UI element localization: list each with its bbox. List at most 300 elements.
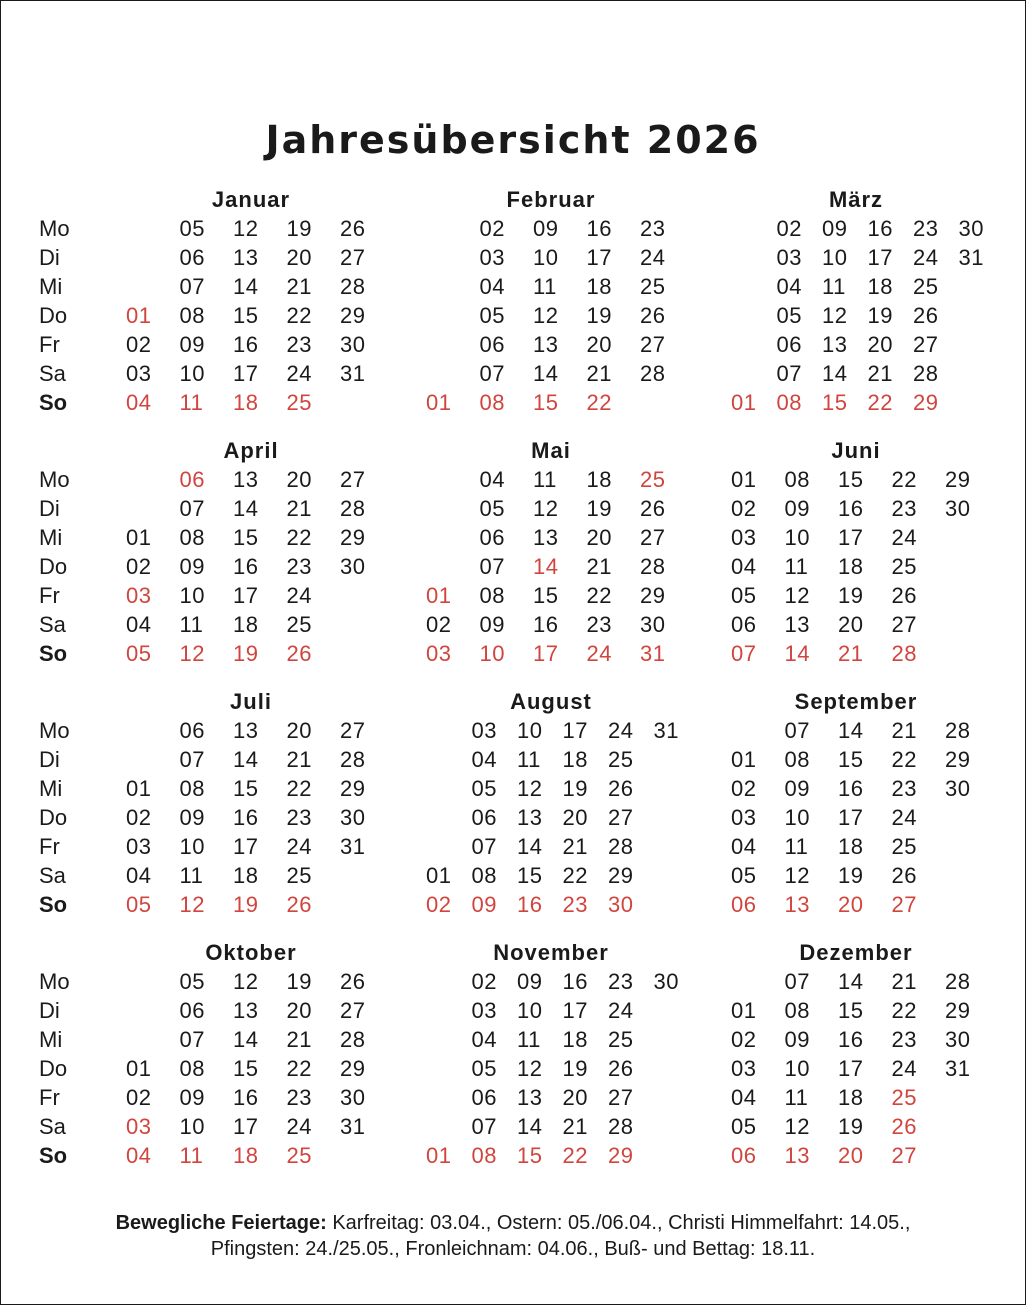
day-cell: 30	[640, 612, 666, 637]
day-cell: 24	[608, 718, 634, 743]
day-cell: 02	[731, 776, 757, 801]
day-cell: 29	[945, 467, 971, 492]
day-cell: 30	[958, 216, 984, 241]
weekday-label: Mi	[39, 1027, 63, 1052]
day-cell: 01	[731, 390, 757, 415]
day-cell: 07	[479, 361, 505, 386]
day-cell: 31	[340, 1114, 366, 1139]
day-cell: 12	[233, 216, 259, 241]
day-cell: 28	[340, 1027, 366, 1052]
day-cell: 11	[517, 1027, 541, 1052]
day-cell: 01	[126, 1056, 152, 1081]
day-cell: 19	[586, 496, 612, 521]
day-cell: 08	[784, 998, 810, 1023]
day-cell: 21	[838, 641, 864, 666]
day-cell: 03	[426, 641, 452, 666]
day-cell: 19	[838, 583, 864, 608]
day-cell: 15	[233, 303, 259, 328]
day-cell: 24	[286, 1114, 312, 1139]
day-cell: 18	[233, 863, 259, 888]
day-cell: 23	[286, 332, 312, 357]
day-cell: 22	[891, 998, 917, 1023]
month-name: August	[510, 689, 592, 714]
day-cell: 25	[286, 390, 312, 415]
day-cell: 01	[731, 467, 757, 492]
day-cell: 06	[479, 525, 505, 550]
day-cell: 25	[608, 747, 634, 772]
day-cell: 23	[640, 216, 666, 241]
day-cell: 10	[479, 641, 505, 666]
day-cell: 30	[653, 969, 679, 994]
day-cell: 18	[867, 274, 893, 299]
day-cell: 21	[286, 747, 312, 772]
weekday-label: Do	[39, 303, 68, 328]
day-cell: 09	[179, 1085, 205, 1110]
weekday-label: Sa	[39, 863, 66, 888]
day-cell: 06	[471, 805, 497, 830]
weekday-label: Mi	[39, 525, 63, 550]
day-cell: 04	[479, 274, 505, 299]
day-cell: 12	[517, 1056, 543, 1081]
day-cell: 10	[179, 361, 205, 386]
weekday-label: Mo	[39, 216, 70, 241]
day-cell: 08	[784, 467, 810, 492]
day-cell: 16	[233, 805, 259, 830]
day-cell: 15	[838, 747, 864, 772]
day-cell: 17	[233, 583, 259, 608]
weekday-label: Di	[39, 496, 60, 521]
day-cell: 15	[533, 390, 559, 415]
day-cell: 19	[233, 641, 259, 666]
day-cell: 25	[286, 1143, 312, 1168]
day-cell: 17	[838, 525, 864, 550]
day-cell: 02	[126, 332, 152, 357]
day-cell: 29	[608, 1143, 634, 1168]
day-cell: 02	[479, 216, 505, 241]
day-cell: 15	[233, 525, 259, 550]
day-cell: 19	[838, 863, 864, 888]
day-cell: 12	[233, 969, 259, 994]
day-cell: 02	[776, 216, 802, 241]
day-cell: 29	[340, 303, 366, 328]
day-cell: 29	[640, 583, 666, 608]
day-cell: 04	[126, 390, 152, 415]
day-cell: 07	[784, 718, 810, 743]
day-cell: 04	[126, 1143, 152, 1168]
day-cell: 17	[533, 641, 559, 666]
day-cell: 19	[838, 1114, 864, 1139]
day-cell: 08	[479, 583, 505, 608]
day-cell: 28	[340, 747, 366, 772]
weekday-label: Sa	[39, 1114, 66, 1139]
day-cell: 24	[891, 805, 917, 830]
day-cell: 08	[784, 747, 810, 772]
day-cell: 15	[838, 998, 864, 1023]
day-cell: 26	[913, 303, 939, 328]
day-cell: 01	[731, 747, 757, 772]
day-cell: 10	[179, 834, 205, 859]
day-cell: 05	[126, 641, 152, 666]
day-cell: 10	[533, 245, 559, 270]
day-cell: 21	[586, 361, 612, 386]
day-cell: 18	[562, 1027, 588, 1052]
day-cell: 24	[891, 1056, 917, 1081]
day-cell: 18	[838, 834, 864, 859]
day-cell: 23	[891, 1027, 917, 1052]
month-name: Oktober	[205, 940, 297, 965]
month-name: Juli	[230, 689, 272, 714]
day-cell: 31	[945, 1056, 971, 1081]
day-cell: 07	[179, 747, 205, 772]
day-cell: 14	[838, 969, 864, 994]
weekday-label: Fr	[39, 583, 60, 608]
day-cell: 03	[471, 998, 497, 1023]
day-cell: 25	[286, 612, 312, 637]
day-cell: 22	[586, 390, 612, 415]
day-cell: 28	[340, 274, 366, 299]
day-cell: 27	[891, 892, 917, 917]
movable-holidays-line-1: Karfreitag: 03.04., Ostern: 05./06.04., Christi Himmelfahrt: 14.05.,	[326, 1212, 911, 1234]
day-cell: 15	[233, 1056, 259, 1081]
day-cell: 21	[891, 718, 917, 743]
day-cell: 26	[340, 969, 366, 994]
day-cell: 06	[731, 612, 757, 637]
day-cell: 14	[838, 718, 864, 743]
day-cell: 09	[517, 969, 543, 994]
day-cell: 22	[286, 303, 312, 328]
day-cell: 28	[945, 718, 971, 743]
month-name: Dezember	[799, 940, 913, 965]
day-cell: 17	[562, 718, 588, 743]
day-cell: 30	[340, 554, 366, 579]
day-cell: 11	[784, 834, 809, 859]
day-cell: 11	[533, 467, 557, 492]
day-cell: 05	[471, 776, 497, 801]
day-cell: 12	[784, 1114, 810, 1139]
day-cell: 14	[784, 641, 810, 666]
day-cell: 28	[945, 969, 971, 994]
day-cell: 20	[286, 467, 312, 492]
weekday-label: Mi	[39, 776, 63, 801]
day-cell: 29	[340, 776, 366, 801]
day-cell: 30	[340, 1085, 366, 1110]
weekday-label: Fr	[39, 332, 60, 357]
day-cell: 20	[838, 612, 864, 637]
month-name: Januar	[211, 187, 291, 212]
day-cell: 02	[126, 554, 152, 579]
day-cell: 16	[233, 1085, 259, 1110]
day-cell: 23	[586, 612, 612, 637]
day-cell: 20	[838, 1143, 864, 1168]
day-cell: 30	[945, 496, 971, 521]
day-cell: 19	[562, 776, 588, 801]
day-cell: 16	[233, 554, 259, 579]
weekday-label: Di	[39, 245, 60, 270]
day-cell: 06	[179, 998, 205, 1023]
day-cell: 18	[562, 747, 588, 772]
day-cell: 20	[838, 892, 864, 917]
weekday-label: So	[39, 390, 68, 415]
day-cell: 22	[891, 467, 917, 492]
month-name: Juni	[831, 438, 881, 463]
day-cell: 09	[784, 776, 810, 801]
month-name: Mai	[531, 438, 571, 463]
day-cell: 20	[562, 805, 588, 830]
day-cell: 08	[179, 776, 205, 801]
day-cell: 23	[891, 496, 917, 521]
day-cell: 13	[233, 718, 259, 743]
day-cell: 09	[479, 612, 505, 637]
day-cell: 09	[179, 554, 205, 579]
day-cell: 22	[867, 390, 893, 415]
day-cell: 01	[731, 998, 757, 1023]
day-cell: 30	[945, 1027, 971, 1052]
day-cell: 11	[784, 1085, 809, 1110]
day-cell: 21	[891, 969, 917, 994]
day-cell: 25	[286, 863, 312, 888]
weekday-label: Mo	[39, 467, 70, 492]
day-cell: 06	[179, 245, 205, 270]
day-cell: 27	[340, 998, 366, 1023]
month-name: April	[223, 438, 279, 463]
day-cell: 08	[179, 525, 205, 550]
day-cell: 13	[533, 332, 559, 357]
day-cell: 19	[562, 1056, 588, 1081]
day-cell: 04	[731, 1085, 757, 1110]
day-cell: 29	[608, 863, 634, 888]
month-name: März	[828, 187, 884, 212]
day-cell: 21	[286, 1027, 312, 1052]
day-cell: 19	[286, 969, 312, 994]
day-cell: 16	[586, 216, 612, 241]
day-cell: 12	[179, 641, 205, 666]
day-cell: 07	[479, 554, 505, 579]
day-cell: 19	[286, 216, 312, 241]
day-cell: 09	[471, 892, 497, 917]
day-cell: 16	[562, 969, 588, 994]
day-cell: 31	[640, 641, 666, 666]
day-cell: 10	[517, 718, 543, 743]
day-cell: 15	[517, 863, 543, 888]
day-cell: 23	[286, 805, 312, 830]
day-cell: 11	[784, 554, 809, 579]
day-cell: 16	[517, 892, 543, 917]
day-cell: 06	[731, 1143, 757, 1168]
day-cell: 05	[731, 583, 757, 608]
day-cell: 06	[479, 332, 505, 357]
day-cell: 12	[784, 583, 810, 608]
day-cell: 10	[179, 1114, 205, 1139]
weekday-label: So	[39, 892, 68, 917]
day-cell: 09	[533, 216, 559, 241]
day-cell: 10	[784, 525, 810, 550]
weekday-label: Mi	[39, 274, 63, 299]
day-cell: 20	[867, 332, 893, 357]
day-cell: 09	[784, 496, 810, 521]
day-cell: 26	[640, 303, 666, 328]
weekday-label: Mo	[39, 718, 70, 743]
day-cell: 26	[891, 863, 917, 888]
day-cell: 09	[784, 1027, 810, 1052]
weekday-label: So	[39, 1143, 68, 1168]
day-cell: 11	[517, 747, 541, 772]
day-cell: 12	[517, 776, 543, 801]
day-cell: 10	[784, 1056, 810, 1081]
day-cell: 13	[533, 525, 559, 550]
day-cell: 11	[822, 274, 846, 299]
day-cell: 14	[233, 747, 259, 772]
day-cell: 04	[479, 467, 505, 492]
day-cell: 18	[838, 554, 864, 579]
day-cell: 21	[286, 274, 312, 299]
day-cell: 02	[126, 805, 152, 830]
day-cell: 04	[776, 274, 802, 299]
day-cell: 25	[608, 1027, 634, 1052]
day-cell: 26	[891, 1114, 917, 1139]
day-cell: 06	[179, 467, 205, 492]
day-cell: 17	[838, 1056, 864, 1081]
day-cell: 14	[233, 1027, 259, 1052]
day-cell: 09	[179, 805, 205, 830]
day-cell: 19	[867, 303, 893, 328]
day-cell: 20	[286, 245, 312, 270]
day-cell: 30	[608, 892, 634, 917]
day-cell: 10	[822, 245, 848, 270]
day-cell: 15	[533, 583, 559, 608]
day-cell: 03	[731, 1056, 757, 1081]
day-cell: 21	[586, 554, 612, 579]
day-cell: 03	[126, 834, 152, 859]
weekday-label: So	[39, 641, 68, 666]
weekday-label: Fr	[39, 1085, 60, 1110]
weekday-label: Sa	[39, 612, 66, 637]
day-cell: 28	[913, 361, 939, 386]
day-cell: 31	[653, 718, 679, 743]
day-cell: 07	[179, 496, 205, 521]
day-cell: 25	[913, 274, 939, 299]
day-cell: 07	[784, 969, 810, 994]
day-cell: 08	[471, 863, 497, 888]
day-cell: 23	[608, 969, 634, 994]
month-name: Februar	[506, 187, 596, 212]
day-cell: 16	[838, 496, 864, 521]
day-cell: 17	[562, 998, 588, 1023]
day-cell: 23	[562, 892, 588, 917]
day-cell: 27	[891, 612, 917, 637]
day-cell: 10	[784, 805, 810, 830]
day-cell: 10	[517, 998, 543, 1023]
day-cell: 05	[731, 1114, 757, 1139]
day-cell: 04	[731, 554, 757, 579]
day-cell: 28	[608, 834, 634, 859]
day-cell: 25	[891, 834, 917, 859]
day-cell: 26	[286, 641, 312, 666]
day-cell: 01	[426, 863, 452, 888]
day-cell: 28	[608, 1114, 634, 1139]
day-cell: 07	[179, 1027, 205, 1052]
day-cell: 22	[586, 583, 612, 608]
movable-holidays-label: Bewegliche Feiertage:	[115, 1212, 327, 1234]
month-name: November	[493, 940, 609, 965]
day-cell: 17	[838, 805, 864, 830]
weekday-labels	[39, 967, 109, 1170]
day-cell: 24	[286, 834, 312, 859]
day-cell: 04	[471, 1027, 497, 1052]
day-cell: 21	[562, 1114, 588, 1139]
day-cell: 17	[233, 1114, 259, 1139]
day-cell: 29	[913, 390, 939, 415]
day-cell: 22	[562, 863, 588, 888]
day-cell: 14	[233, 274, 259, 299]
weekday-label: Do	[39, 1056, 68, 1081]
day-cell: 18	[233, 390, 259, 415]
day-cell: 03	[731, 525, 757, 550]
weekday-label: Di	[39, 747, 60, 772]
day-cell: 06	[179, 718, 205, 743]
day-cell: 01	[426, 390, 452, 415]
day-cell: 27	[640, 525, 666, 550]
day-cell: 28	[340, 496, 366, 521]
day-cell: 22	[891, 747, 917, 772]
day-cell: 03	[126, 1114, 152, 1139]
day-cell: 03	[126, 583, 152, 608]
day-cell: 21	[867, 361, 893, 386]
day-cell: 05	[479, 303, 505, 328]
day-cell: 20	[286, 998, 312, 1023]
day-cell: 03	[471, 718, 497, 743]
day-cell: 06	[776, 332, 802, 357]
day-cell: 05	[776, 303, 802, 328]
day-cell: 15	[517, 1143, 543, 1168]
weekday-labels	[39, 716, 109, 919]
day-cell: 16	[233, 332, 259, 357]
weekday-label: Fr	[39, 834, 60, 859]
day-cell: 16	[867, 216, 893, 241]
day-cell: 25	[891, 1085, 917, 1110]
day-cell: 28	[640, 554, 666, 579]
day-cell: 23	[891, 776, 917, 801]
day-cell: 30	[945, 776, 971, 801]
day-cell: 06	[471, 1085, 497, 1110]
day-cell: 27	[891, 1143, 917, 1168]
day-cell: 26	[608, 1056, 634, 1081]
day-cell: 08	[479, 390, 505, 415]
day-cell: 24	[586, 641, 612, 666]
day-cell: 07	[731, 641, 757, 666]
day-cell: 02	[731, 1027, 757, 1052]
day-cell: 16	[838, 776, 864, 801]
day-cell: 26	[340, 216, 366, 241]
day-cell: 18	[838, 1085, 864, 1110]
day-cell: 27	[340, 718, 366, 743]
day-cell: 13	[784, 612, 810, 637]
day-cell: 08	[776, 390, 802, 415]
day-cell: 26	[608, 776, 634, 801]
day-cell: 20	[586, 525, 612, 550]
day-cell: 23	[286, 1085, 312, 1110]
day-cell: 29	[340, 525, 366, 550]
day-cell: 05	[179, 216, 205, 241]
weekday-labels	[39, 214, 109, 417]
day-cell: 02	[731, 496, 757, 521]
day-cell: 31	[958, 245, 984, 270]
day-cell: 12	[784, 863, 810, 888]
day-cell: 26	[640, 496, 666, 521]
weekday-label: Mo	[39, 969, 70, 994]
day-cell: 18	[586, 274, 612, 299]
day-cell: 27	[340, 467, 366, 492]
day-cell: 05	[479, 496, 505, 521]
